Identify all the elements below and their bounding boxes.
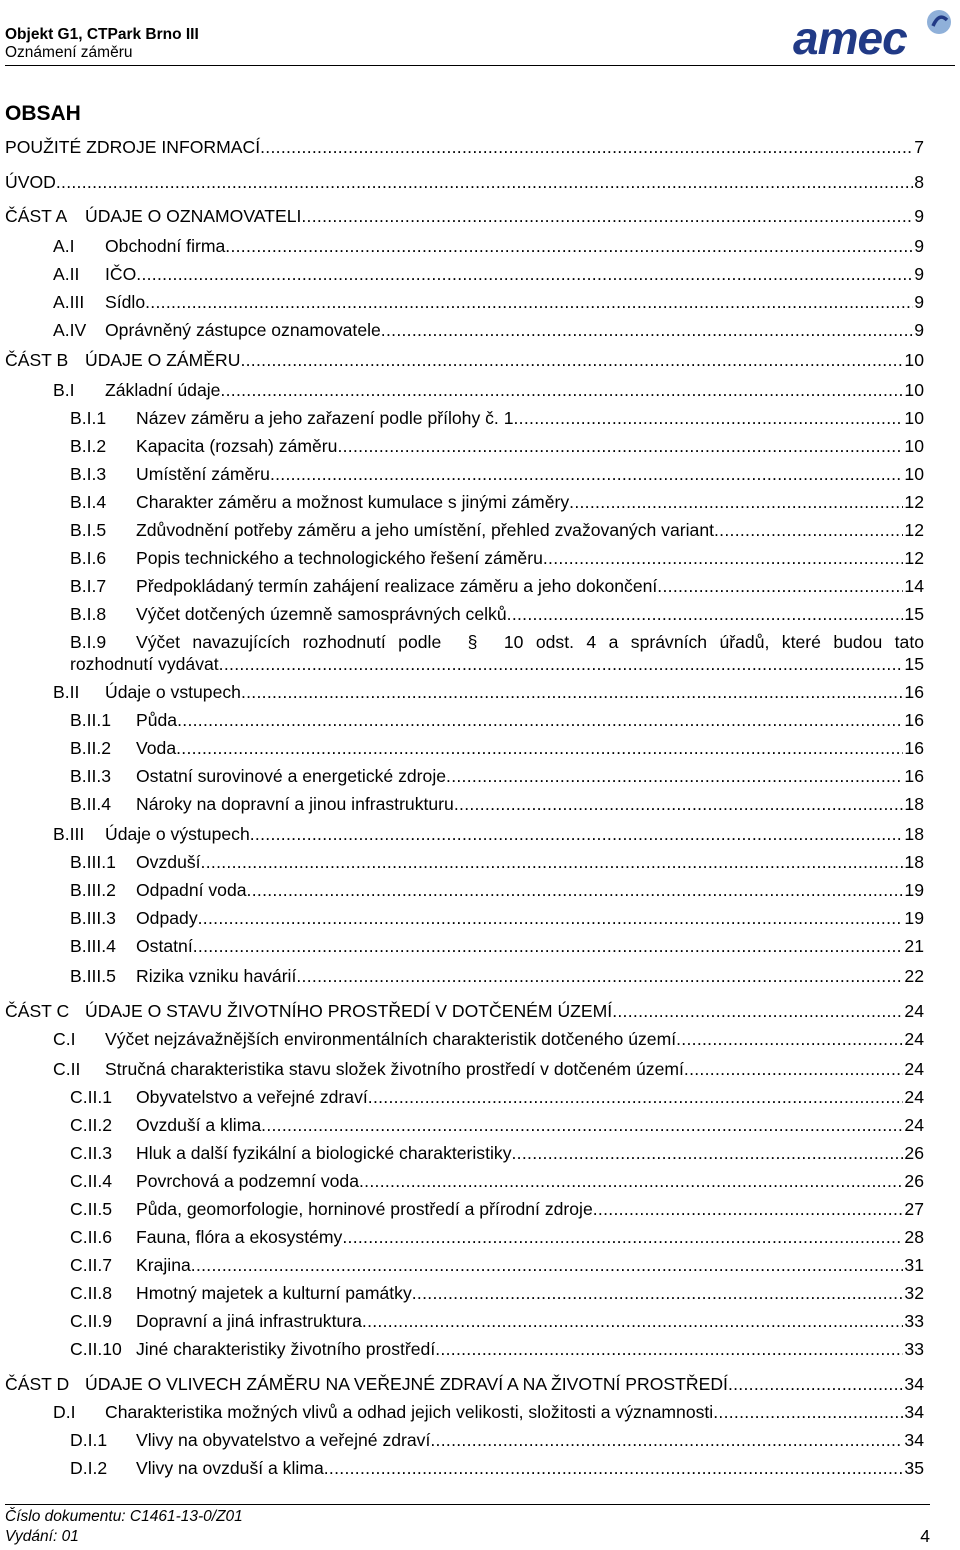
dot-leader — [543, 547, 904, 569]
dot-leader — [342, 1226, 903, 1248]
toc-entry-text: Dopravní a jiná infrastruktura — [136, 1311, 362, 1331]
toc-entry-text: Jiné charakteristiky životního prostředí — [136, 1339, 436, 1359]
toc-entry — [70, 793, 924, 815]
toc-entry-text: Ostatní surovinové a energetické zdroje — [136, 766, 447, 786]
document-number: Číslo dokumentu: C1461-13-0/Z01 — [5, 1508, 243, 1525]
toc-entry — [5, 349, 924, 371]
toc-entry-number: B.I.5 — [70, 520, 107, 540]
toc-entry — [70, 765, 924, 787]
toc-entry — [70, 737, 924, 759]
toc-entry-page: 35 — [904, 1458, 924, 1478]
toc-entry — [70, 965, 924, 987]
dot-leader — [176, 737, 903, 759]
toc-entry — [70, 407, 924, 429]
toc-entry-page: 14 — [904, 576, 924, 596]
toc-entry-page: 9 — [914, 264, 924, 284]
toc-entry-number: A.III — [53, 292, 85, 312]
dot-leader — [657, 575, 903, 597]
toc-entry-number: A.I — [53, 236, 75, 256]
toc-entry — [5, 136, 924, 158]
toc-entry-number: C.I — [53, 1029, 76, 1049]
dot-leader — [193, 935, 904, 957]
toc-entry-page: 8 — [914, 172, 924, 192]
dot-leader — [728, 1373, 903, 1395]
toc-entry-page: 15 — [904, 654, 924, 674]
toc-entry — [53, 1028, 924, 1050]
dot-leader — [430, 1429, 903, 1451]
toc-entry-number: B.I.4 — [70, 492, 107, 512]
toc-entry-page: 10 — [904, 436, 924, 456]
toc-entry-number: B.III.2 — [70, 880, 116, 900]
dot-leader — [201, 851, 904, 873]
toc-entry-number: C.II.9 — [70, 1311, 113, 1331]
toc-entry — [70, 1282, 924, 1304]
toc-entry-number: B.II.1 — [70, 710, 112, 730]
toc-entry-text: Základní údaje — [105, 380, 221, 400]
toc-entry-text: Obchodní firma — [105, 236, 226, 256]
toc-entry-page: 12 — [904, 520, 924, 540]
toc-entry-page: 24 — [904, 1115, 924, 1135]
toc-entry — [70, 1170, 924, 1192]
page-number: 4 — [920, 1526, 930, 1546]
toc-entry-text: Kapacita (rozsah) záměru — [136, 436, 338, 456]
toc-entry-text: Odpady — [136, 908, 198, 928]
toc-entry-number: B.II.4 — [70, 794, 112, 814]
toc-entry — [70, 907, 924, 929]
dot-leader — [337, 435, 903, 457]
dot-leader — [593, 1198, 904, 1220]
toc-entry-text: Ostatní — [136, 936, 193, 956]
toc-entry — [53, 681, 924, 703]
toc-entry-text: Hluk a další fyzikální a biologické charakteristiky — [136, 1143, 512, 1163]
dot-leader — [296, 965, 903, 987]
toc-entry — [5, 205, 924, 227]
toc-entry — [5, 1000, 924, 1022]
toc-entry — [70, 709, 924, 731]
toc-entry-number: B.III.5 — [70, 966, 116, 986]
toc-entry-number: ČÁST A — [5, 206, 68, 226]
amec-logo — [793, 4, 953, 66]
toc-entry-page: 16 — [904, 738, 924, 758]
toc-entry-number: C.II.6 — [70, 1227, 113, 1247]
toc-entry-text: Fauna, flóra a ekosystémy — [136, 1227, 343, 1247]
toc-entry-text: Sídlo — [105, 292, 146, 312]
toc-entry-number: B.I.8 — [70, 604, 107, 624]
toc-entry-number: B.II.2 — [70, 738, 112, 758]
document-type: Oznámení záměru — [5, 44, 133, 61]
footer-rule — [5, 1504, 930, 1505]
dot-leader — [569, 491, 903, 513]
toc-entry-text: Vlivy na obyvatelstvo a veřejné zdraví — [136, 1430, 431, 1450]
toc-entry — [53, 291, 924, 313]
toc-entry-number: C.II.8 — [70, 1283, 113, 1303]
toc-entry-page: 10 — [904, 380, 924, 400]
toc-entry-text: Půda — [136, 710, 178, 730]
toc-entry — [70, 1114, 924, 1136]
toc-entry-number: B.I — [53, 380, 75, 400]
toc-entry-text: Charakter záměru a možnost kumulace s jinými záměry — [136, 492, 570, 512]
toc-entry-text: Zdůvodnění potřeby záměru a jeho umístění, přehled zvažovaných variant — [136, 520, 714, 540]
toc-entry — [70, 879, 924, 901]
dot-leader — [381, 319, 913, 341]
dot-leader — [368, 1086, 904, 1108]
toc-entry-page: 9 — [914, 292, 924, 312]
dot-leader — [684, 1058, 904, 1080]
toc-entry-number: ČÁST B — [5, 350, 69, 370]
toc-entry-page: 34 — [904, 1402, 924, 1422]
toc-entry — [70, 1338, 924, 1360]
dot-leader — [301, 205, 913, 227]
toc-entry-text: ÚDAJE O VLIVECH ZÁMĚRU NA VEŘEJNÉ ZDRAVÍ A NA ŽIVOTNÍ PROSTŘEDÍ — [85, 1374, 728, 1394]
toc-entry-text: Umístění záměru — [136, 464, 270, 484]
toc-entry-text: Krajina — [136, 1255, 191, 1275]
toc-entry-text: Charakteristika možných vlivů a odhad jejich velikosti, složitosti a významnosti — [105, 1402, 714, 1422]
toc-entry-page: 24 — [904, 1087, 924, 1107]
toc-entry-page: 10 — [904, 350, 924, 370]
toc-entry-text-part: Výčet navazujících rozhodnutí podle — [136, 632, 442, 652]
page-footer — [5, 1500, 955, 1546]
toc-entry-number: B.I.1 — [70, 408, 107, 428]
toc-entry-number: D.I.1 — [70, 1430, 108, 1450]
toc-entry-text: Odpadní voda — [136, 880, 247, 900]
toc-entry — [53, 379, 924, 401]
toc-entry — [53, 823, 924, 845]
dot-leader — [260, 136, 913, 158]
toc-entry — [70, 575, 924, 597]
dot-leader — [359, 1170, 903, 1192]
dot-leader — [612, 1000, 903, 1022]
toc-entry — [70, 463, 924, 485]
toc-entry-text-continued: rozhodnutí vydávat — [70, 654, 219, 674]
toc-entry-page: 15 — [904, 604, 924, 624]
toc-entry — [70, 519, 924, 541]
toc-entry — [53, 235, 924, 257]
toc-entry-number: C.II — [53, 1059, 81, 1079]
page-header — [5, 12, 955, 88]
logo-text: amec — [793, 12, 907, 64]
toc-entry — [53, 263, 924, 285]
toc-entry — [70, 491, 924, 513]
toc-entry-text: Nároky na dopravní a jinou infrastrukturu — [136, 794, 454, 814]
dot-leader — [56, 171, 913, 193]
toc-entry-text: Obyvatelstvo a veřejné zdraví — [136, 1087, 368, 1107]
toc-entry — [70, 1310, 924, 1332]
dot-leader — [219, 653, 904, 675]
toc-entry — [70, 1429, 924, 1451]
toc-entry — [70, 1226, 924, 1248]
toc-entry-page: 16 — [904, 710, 924, 730]
toc-entry — [70, 1457, 924, 1479]
dot-leader — [136, 263, 913, 285]
toc-entry-page: 24 — [904, 1059, 924, 1079]
toc-entry-text: Výčet dotčených územně samosprávných celků — [136, 604, 507, 624]
toc-entry-number: A.II — [53, 264, 80, 284]
toc-entry-number: B.II — [53, 682, 80, 702]
toc-entry-text: Oprávněný zástupce oznamovatele — [105, 320, 381, 340]
toc-entry — [70, 1198, 924, 1220]
dot-leader — [191, 1254, 904, 1276]
dot-leader — [676, 1028, 903, 1050]
toc-entry-page: 18 — [904, 794, 924, 814]
dot-leader — [198, 907, 904, 929]
toc-entry-page: 24 — [904, 1001, 924, 1021]
toc-entry — [70, 1086, 924, 1108]
dot-leader — [514, 407, 904, 429]
toc-entry-text: ÚDAJE O ZÁMĚRU — [85, 350, 241, 370]
dot-leader — [454, 793, 904, 815]
toc-entry-page: 27 — [904, 1199, 924, 1219]
toc-entry-page: 26 — [904, 1171, 924, 1191]
dot-leader — [261, 1114, 903, 1136]
toc-entry-page: 33 — [904, 1339, 924, 1359]
toc-entry-number: B.I.7 — [70, 576, 107, 596]
toc-entry-page: 22 — [904, 966, 924, 986]
toc-entry-page: 19 — [904, 880, 924, 900]
header-rule — [5, 65, 955, 66]
toc-entry-number: A.IV — [53, 320, 87, 340]
toc-entry-text: Povrchová a podzemní voda — [136, 1171, 359, 1191]
dot-leader — [250, 823, 904, 845]
toc-entry-text: Popis technického a technologického řešení záměru — [136, 548, 543, 568]
toc-entry-text: Ovzduší — [136, 852, 201, 872]
dot-leader — [145, 291, 913, 313]
toc-entry-number: B.III.3 — [70, 908, 116, 928]
dot-leader — [247, 879, 904, 901]
toc-entry-page: 32 — [904, 1283, 924, 1303]
toc-entry-text: Údaje o vstupech — [105, 682, 241, 702]
toc-entry — [70, 547, 924, 569]
toc-entry-page: 16 — [904, 766, 924, 786]
edition: Vydání: 01 — [5, 1528, 79, 1545]
toc-entry-number: ČÁST D — [5, 1374, 70, 1394]
toc-entry-page: 9 — [914, 206, 924, 226]
dot-leader — [225, 235, 913, 257]
toc-entry-text: Rizika vzniku havárií — [136, 966, 297, 986]
dot-leader — [241, 681, 903, 703]
dot-leader — [240, 349, 903, 371]
toc-entry-text: Vlivy na ovzduší a klima — [136, 1458, 324, 1478]
toc-entry-number: B.I.6 — [70, 548, 107, 568]
toc-entry-number: C.II.5 — [70, 1199, 113, 1219]
toc-entry-page: 26 — [904, 1143, 924, 1163]
toc-entry-page: 19 — [904, 908, 924, 928]
toc-title: OBSAH — [5, 102, 81, 125]
dot-leader — [177, 709, 903, 731]
toc-entry-text: Název záměru a jeho zařazení podle přílohy č. 1 — [136, 408, 514, 428]
toc-entry-text: ÚDAJE O STAVU ŽIVOTNÍHO PROSTŘEDÍ V DOTČENÉM ÚZEMÍ — [85, 1001, 613, 1021]
toc-entry-text: IČO — [105, 264, 137, 284]
toc-entry-page: 24 — [904, 1029, 924, 1049]
toc-entry-text: POUŽITÉ ZDROJE INFORMACÍ — [5, 137, 261, 157]
dot-leader — [220, 379, 903, 401]
toc-entry-page: 18 — [904, 824, 924, 844]
logo-swirl-icon — [927, 10, 951, 34]
toc-entry-text: Údaje o výstupech — [105, 824, 250, 844]
dot-leader — [324, 1457, 904, 1479]
toc-entry-page: 34 — [904, 1430, 924, 1450]
toc-entry-number: B.II.3 — [70, 766, 112, 786]
toc-entry-page: 7 — [914, 137, 924, 157]
dot-leader — [512, 1142, 904, 1164]
dot-leader — [713, 1401, 903, 1423]
toc-entry-number: D.I — [53, 1402, 76, 1422]
toc-entry-text: Půda, geomorfologie, horninové prostředí a přírodní zdroje — [136, 1199, 593, 1219]
toc-entry-text: Ovzduší a klima — [136, 1115, 262, 1135]
toc-entry-page: 9 — [914, 320, 924, 340]
toc-entry-text: ÚDAJE O OZNAMOVATELI — [85, 206, 302, 226]
toc-entry-text: Hmotný majetek a kulturní památky — [136, 1283, 412, 1303]
toc-entry — [70, 851, 924, 873]
toc-entry-page: 34 — [904, 1374, 924, 1394]
toc-entry-page: 16 — [904, 682, 924, 702]
toc-entry-number: C.II.4 — [70, 1171, 113, 1191]
toc-entry-text-part: 10 odst. 4 a správních úřadů, které budou tato — [503, 632, 925, 652]
toc-entry-page: 18 — [904, 852, 924, 872]
toc-entry — [70, 631, 924, 675]
object-name: Objekt G1, CTPark Brno III — [5, 26, 199, 43]
toc-entry — [53, 1058, 924, 1080]
toc-entry — [70, 435, 924, 457]
toc-entry-number: C.II.10 — [70, 1339, 122, 1359]
toc-entry — [5, 1373, 924, 1395]
dot-leader — [435, 1338, 903, 1360]
dot-leader — [412, 1282, 904, 1304]
toc-entry-text: ÚVOD — [5, 172, 56, 192]
toc-entry — [70, 1254, 924, 1276]
toc-entry-text: Voda — [136, 738, 177, 758]
toc-entry-number: B.I.3 — [70, 464, 107, 484]
toc-entry-page: 10 — [904, 464, 924, 484]
toc-entry-text: Stručná charakteristika stavu složek životního prostředí v dotčeném území — [105, 1059, 684, 1079]
section-sign-icon: § — [455, 632, 490, 652]
toc-entry-number: D.I.2 — [70, 1458, 108, 1478]
toc-entry-page: 9 — [914, 236, 924, 256]
toc-entry-text: Výčet nejzávažnějších environmentálních charakteristik dotčeného území — [105, 1029, 677, 1049]
toc-entry-number: C.II.7 — [70, 1255, 113, 1275]
toc-entry-number: B.III.1 — [70, 852, 116, 872]
toc-entry — [70, 603, 924, 625]
dot-leader — [446, 765, 903, 787]
toc-entry-page: 21 — [904, 936, 924, 956]
dot-leader — [714, 519, 903, 541]
toc-entry — [70, 935, 924, 957]
dot-leader — [507, 603, 904, 625]
dot-leader — [270, 463, 903, 485]
toc-entry-number: B.I.9 — [70, 632, 107, 652]
dot-leader — [362, 1310, 904, 1332]
toc-entry-number: C.II.1 — [70, 1087, 113, 1107]
toc-entry-page: 33 — [904, 1311, 924, 1331]
toc-entry-page: 28 — [904, 1227, 924, 1247]
toc-entry — [53, 319, 924, 341]
toc-entry-text — [136, 631, 924, 653]
toc-entry-number: B.I.2 — [70, 436, 107, 456]
toc-entry-number: ČÁST C — [5, 1001, 70, 1021]
toc-entry-page: 12 — [904, 548, 924, 568]
toc-entry-number: C.II.3 — [70, 1143, 113, 1163]
toc-entry — [5, 171, 924, 193]
toc-entry-number: B.III.4 — [70, 936, 116, 956]
toc-entry-page: 12 — [904, 492, 924, 512]
toc-entry — [70, 1142, 924, 1164]
toc-entry-page: 10 — [904, 408, 924, 428]
toc-entry-number: C.II.2 — [70, 1115, 113, 1135]
toc-entry — [53, 1401, 924, 1423]
toc-entry-number: B.III — [53, 824, 85, 844]
toc-entry-page: 31 — [904, 1255, 924, 1275]
toc-entry-text: Předpokládaný termín zahájení realizace záměru a jeho dokončení — [136, 576, 658, 596]
